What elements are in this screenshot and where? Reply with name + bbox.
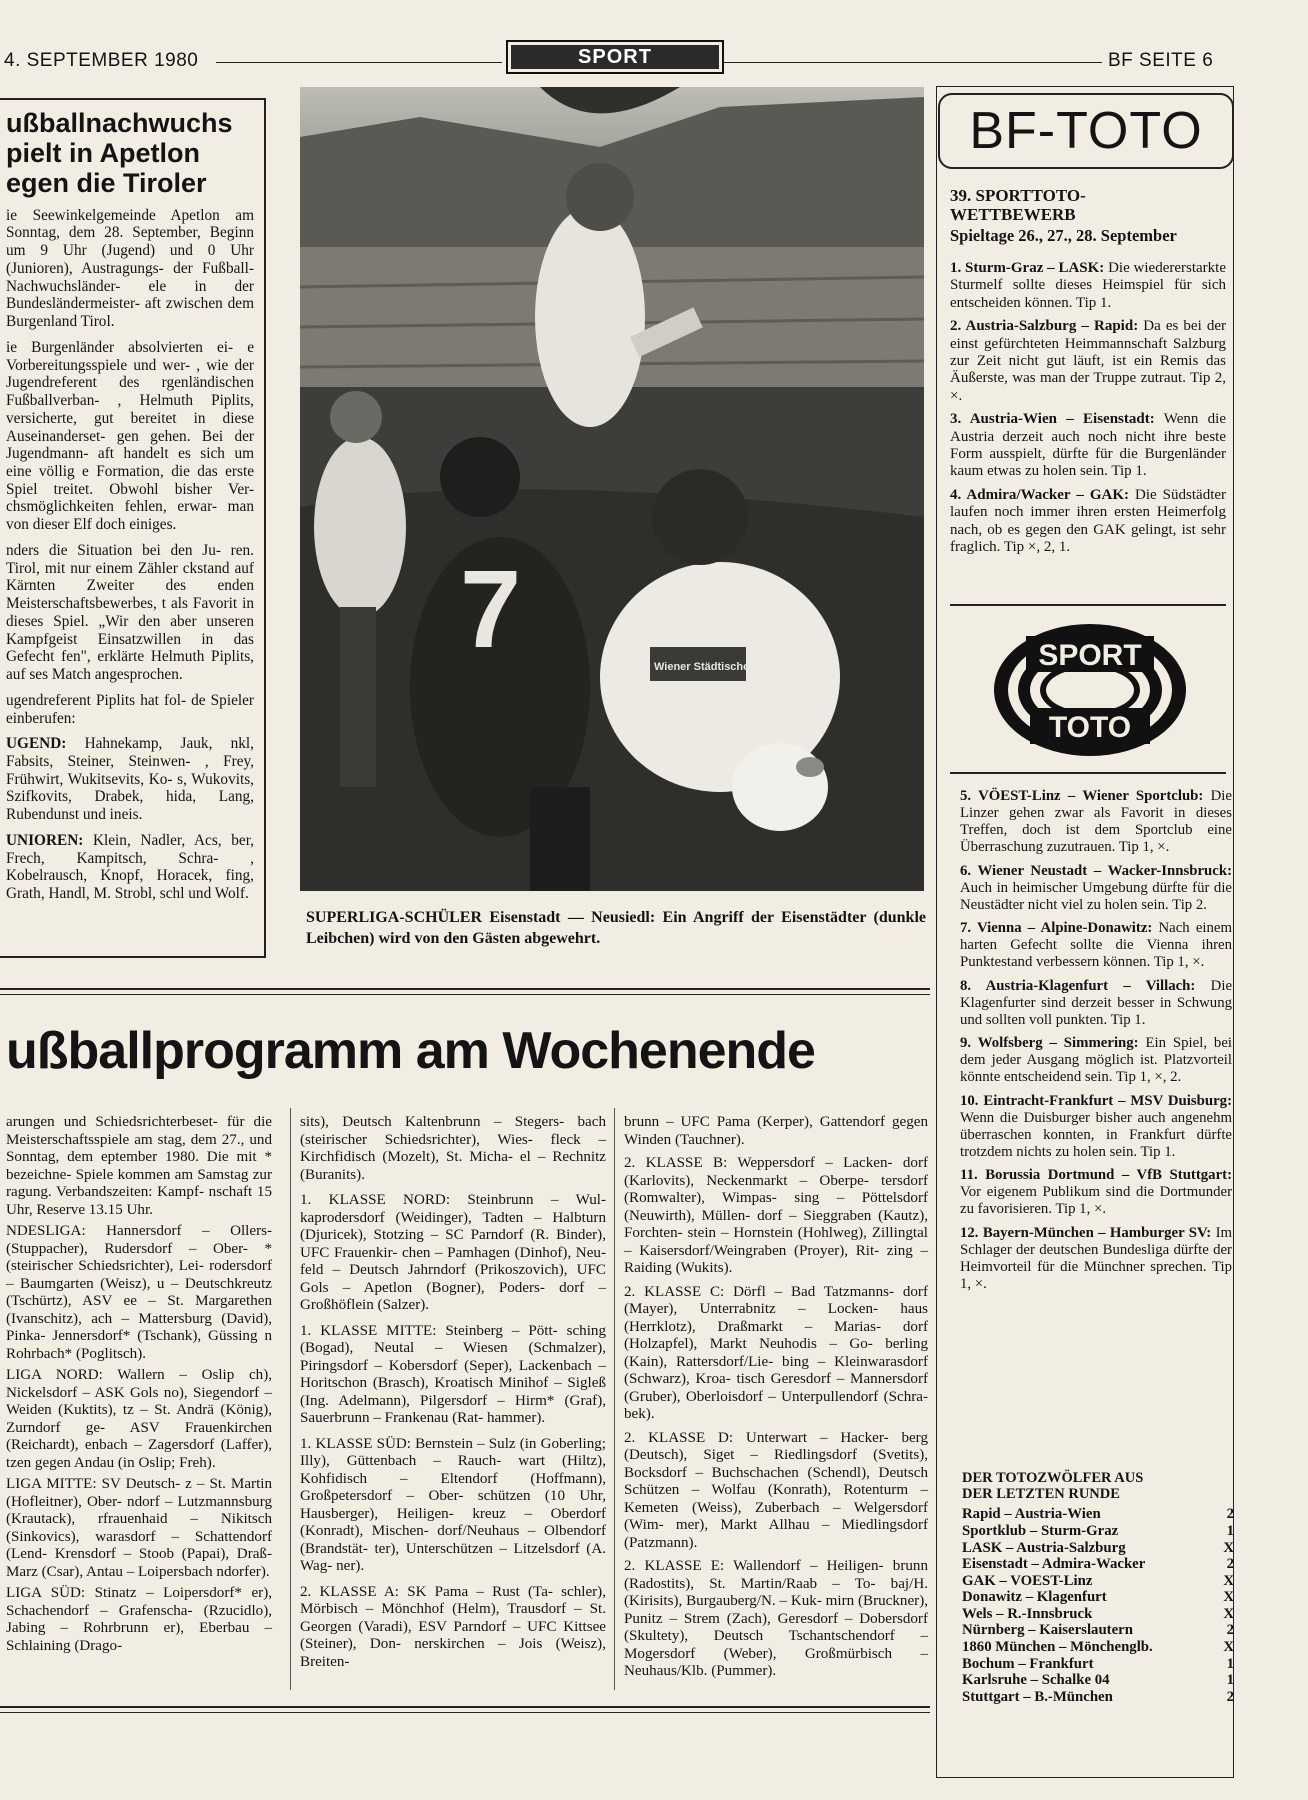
result-match: Sportklub – Sturm-Graz <box>962 1523 1119 1540</box>
toto-tip <box>950 318 1226 405</box>
result-value: 1 <box>1226 1523 1234 1540</box>
toto-tip <box>960 1093 1232 1162</box>
result-value: X <box>1223 1589 1234 1606</box>
paragraph: ugendreferent Piplits hat fol- de Spieler einberufen: <box>6 691 254 727</box>
program-paragraph: LIGA MITTE: SV Deutsch- z – St. Martin (Hofleitner), Ober- ndorf – Lutzmannsburg (Krautack), rfrauenhaid – Nikitsch (Sinkovics), warasdorf – Schattendorf (Lend- Krensdorf – Stoob (Papai), Draß- Marz (Csar), Antau – Loipersbach ndorfer). <box>6 1476 272 1580</box>
jugend-roster <box>6 735 254 824</box>
program-paragraph: arungen und Schiedsrichterbeset- für die Meisterschaftsspiele am stag, dem 27., und Sonntag, dem eptember 1980. Die mit * bezeichne- Spiele kommen am Samstag zur ragung. Verbandszeiten: Kampf- nschaft 15 Uhr, Reserve 13.15 Uhr. <box>6 1114 272 1218</box>
toto-tip-text: Da es bei der einst gefürchteten Heimmannschaft Salzburg zur Zeit nicht gut läuft, ist ein Remis das Äußerste, was man der Truppe zutraut. Tip 2, ×. <box>950 318 1226 404</box>
program-paragraph: LIGA NORD: Wallern – Oslip ch), Nickelsdorf – ASK Gols no), Siegendorf – Weiden (Kuktits), tz – St. Andrä (König), Zurndorf ge- ASV Frauenkirchen (Reichardt), enbach – Zagersdorf (Laffer), tzen gegen Andau (in Oslip; Freh). <box>6 1367 272 1471</box>
logo-toto-text: TOTO <box>1048 711 1132 744</box>
toto-tip-text: Nach einem harten Gefecht sollte die Vienna ihren Punktestand verbessern können. Tip 1, ×. <box>960 920 1233 971</box>
toto-tip-match: 2. Austria-Salzburg – Rapid: <box>950 318 1139 335</box>
sport-toto-logo <box>990 620 1190 760</box>
result-value: 1 <box>1226 1655 1234 1672</box>
toto-title: BF-TOTO <box>938 93 1234 169</box>
match-photo <box>300 87 924 891</box>
toto-tip-match: 7. Vienna – Alpine-Donawitz: <box>960 920 1153 937</box>
logo-sport-text: SPORT <box>1038 639 1142 672</box>
program-col-3 <box>624 1114 928 1681</box>
toto-tip <box>950 260 1226 312</box>
toto-round-title: 39. SPORTTOTO-WETTBEWERB <box>950 186 1086 225</box>
toto-column <box>950 186 1226 562</box>
junioren-label: UNIOREN: <box>6 831 84 849</box>
toto-results <box>962 1470 1234 1705</box>
toto-tip-match: 9. Wolfsberg – Simmering: <box>960 1035 1139 1052</box>
result-match: Karlsruhe – Schalke 04 <box>962 1672 1110 1689</box>
program-headline: ußballprogramm am Wochenende <box>6 1022 815 1080</box>
toto-tip-match: 5. VÖEST-Linz – Wiener Sportclub: <box>960 788 1204 804</box>
paragraph: nders die Situation bei den Ju- ren. Tirol, mit nur einem Zähler ckstand auf Kärnten Zweiter des enden Meisterschaftsbewerbes, t als Favorit in dieses Spiel. „Wir den aber unseren Kampfgeist Einsatzwillen in das Gefecht fen", erklärte Helmuth Piplits, auf ses Match angesprochen. <box>6 541 254 684</box>
result-match: Wels – R.-Innsbruck <box>962 1605 1093 1622</box>
result-match: Stuttgart – B.-München <box>962 1688 1113 1705</box>
result-match: 1860 München – Mönchenglb. <box>962 1638 1153 1655</box>
table-row <box>962 1656 1234 1673</box>
program-paragraph: 2. KLASSE B: Weppersdorf – Lacken- dorf (Karlovits), Neckenmarkt – Oberpe- tersdorf (Romwalter), Wimpas- sing – Pöttelsdorf (Neuwirth), Müllen- dorf – Sieggraben (Kautz), Forchten- stein – Hornstein (Hohlweg), Zillingtal – Kaisersdorf/Weingraben (Proyer), Rit- zing – Raiding (Wukits). <box>624 1155 928 1276</box>
result-match: GAK – VOEST-Linz <box>962 1572 1093 1589</box>
program-paragraph: 2. KLASSE D: Unterwart – Hacker- berg (Deutsch), Siget – Riedlingsdorf (Svetits), Bocksdorf – Buchschachen (Schendl), Deutsch Schützen – Wolfau (Konrath), Rotenturm – Kemeten (Weiss), Zuberbach – Welgersdorf (Wim- mer), Markt Allhau – Miedlingsdorf (Patzmann). <box>624 1429 928 1551</box>
header-date: 4. SEPTEMBER 1980 <box>4 50 199 71</box>
toto-tip-text: Die wiedererstarkte Sturmelf sollte dieses Heimspiel für sich entscheiden können. Tip 1. <box>950 260 1226 311</box>
table-row <box>962 1573 1234 1590</box>
program-paragraph: 2. KLASSE A: SK Pama – Rust (Ta- schler), Mörbisch – Mönchhof (Helm), Trausdorf – St. Georgen (Varadi), ESV Parndorf – UFC Kittsee (Steiner), Don- nerskirchen – Jois (Weisz), Breiten- <box>300 1583 606 1670</box>
program-paragraph: brunn – UFC Pama (Kerper), Gattendorf gegen Winden (Tauchner). <box>624 1114 928 1148</box>
toto-tip-text: Wenn die Austria derzeit auch noch nicht ihre beste Form ausspielt, dürfte für die Burgenländer kaum etwas zu holen sein. Tip 1. <box>950 411 1226 480</box>
table-row <box>962 1672 1234 1689</box>
result-value: 2 <box>1226 1506 1234 1523</box>
program-paragraph: 2. KLASSE E: Wallendorf – Heiligen- brunn (Radostits), St. Martin/Raab – To- baj/H. (Kirisits), Burgauberg/N. – Kuk- mirn (Bruckner), Punitz – Strem (Zach), Geresdorf – Dobersdorf (Skultety), Deutsch Tschantschendorf – Mogersdorf (Weber), Großmürbisch – Neuhaus/Klb. (Pummer). <box>624 1558 928 1679</box>
result-value: 2 <box>1226 1622 1234 1639</box>
headline-line: egen die Tiroler <box>6 168 207 199</box>
section-label <box>506 40 724 74</box>
match-photo-illustration <box>300 87 924 891</box>
result-value: X <box>1223 1572 1234 1589</box>
toto-tip <box>960 920 1232 971</box>
paragraph: ie Seewinkelgemeinde Apetlon am Sonntag, dem 28. September, Beginn um 9 Uhr (Jugend) und 0 Uhr (Junioren), Austragungs- der Fußball-Nachwuchsländer- ele in der Bundesländermeister- aft zwischen dem Burgenland Tirol. <box>6 206 254 331</box>
table-row <box>962 1689 1234 1706</box>
left-article <box>6 108 254 903</box>
result-value: X <box>1223 1605 1234 1622</box>
program-col-2 <box>300 1114 606 1671</box>
program-rule-top2 <box>0 994 930 995</box>
toto-tip <box>960 1167 1232 1218</box>
toto-tip <box>960 863 1232 914</box>
junioren-roster <box>6 832 254 903</box>
toto-tip <box>960 1225 1232 1294</box>
program-paragraph: sits), Deutsch Kaltenbrunn – Stegers- bach (steirischer Schiedsrichter), Wies- fleck – Kirchfidisch (Mozelt), St. Micha- el – Rechnitz (Buranits). <box>300 1114 606 1183</box>
paragraph: ie Burgenländer absolvierten ei- e Vorbereitungsspiele und wer- , wie der Jugendreferent des rgenländischen Fußballverban- , Helmuth Piplits, versicherte, gut bereitet in diese Auseinanderset- gen gehen. Bei der Jugendmann- aft handelt es sich um eine völlig e Formation, die das erste Spiel treitet. Obwohl bisher Ver- chsmöglichkeiten fehlen, erwar- man von dieser Elf doch einiges. <box>6 338 254 534</box>
toto-tip-match: 1. Sturm-Graz – LASK: <box>950 260 1105 277</box>
result-match: Donawitz – Klagenfurt <box>962 1589 1107 1606</box>
toto-dates: Spieltage 26., 27., 28. September <box>950 226 1177 246</box>
toto-tip <box>960 978 1232 1029</box>
results-table <box>962 1506 1234 1705</box>
shirt-sponsor: Wiener Städtische <box>654 661 750 673</box>
toto-tip <box>950 411 1226 481</box>
results-title: DER TOTOZWÖLFER AUS DER LETZTEN RUNDE <box>962 1470 1144 1503</box>
result-match: Eisenstadt – Admira-Wacker <box>962 1556 1146 1573</box>
left-article-body <box>6 207 254 903</box>
toto-tip-match: 11. Borussia Dortmund – VfB Stuttgart: <box>960 1167 1232 1184</box>
program-rule-bottom <box>0 1706 930 1708</box>
toto-tip-text: Die Südstädter laufen noch immer ihren ersten Heimerfolg nach, ob es gegen den GAK gelingt, ist sehr fraglich. Tip ×, 2, 1. <box>950 486 1227 555</box>
toto-tip-match: 4. Admira/Wacker – GAK: <box>950 486 1129 503</box>
toto-tip-text: Vor eigenem Publikum sind die Dortmunder zu favorisieren. Tip 1, ×. <box>960 1184 1232 1218</box>
toto-tip-match: 10. Eintracht-Frankfurt – MSV Duisburg: <box>960 1092 1232 1109</box>
table-row <box>962 1606 1234 1623</box>
toto-tip <box>950 487 1226 557</box>
headline-line: pielt in Apetlon <box>6 138 200 169</box>
table-row <box>962 1540 1234 1557</box>
result-match: LASK – Austria-Salzburg <box>962 1539 1126 1556</box>
result-match: Rapid – Austria-Wien <box>962 1506 1101 1523</box>
result-value: X <box>1223 1638 1234 1655</box>
result-value: 1 <box>1226 1672 1234 1689</box>
result-value: 2 <box>1226 1556 1234 1573</box>
result-match: Bochum – Frankfurt <box>962 1655 1094 1672</box>
program-col-1 <box>6 1114 272 1655</box>
toto-tip-match: 12. Bayern-München – Hamburger SV: <box>960 1224 1212 1241</box>
table-row <box>962 1556 1234 1573</box>
program-rule-top <box>0 988 930 990</box>
left-article-headline <box>6 108 254 199</box>
result-value: 2 <box>1226 1688 1234 1705</box>
program-paragraph: NDESLIGA: Hannersdorf – Ollers- (Stuppacher), Rudersdorf – Ober- * (steirischer Schiedsrichter), Lei- rodersdorf – Baumgarten (Weisz), u – Deutschkreutz (Tschürtz), ASV ee – St. Margarethen (Ivanschitz), ach – Mattersburg (David), Pinka- Jennersdorf* (Tschank), Güssing n Rohrbach* (Poglitsch). <box>6 1223 272 1362</box>
table-row <box>962 1639 1234 1656</box>
toto-tip-text: Im Schlager der deutschen Bundesliga dürfte der Heimvorteil für die Münchner sprechen. Tip 1, ×. <box>960 1224 1232 1293</box>
table-row <box>962 1589 1234 1606</box>
jugend-text: Hahnekamp, Jauk, nkl, Fabsits, Steiner, Steinwen- , Frey, Frühwirt, Wukitsevits, Ko- s, Wukovits, Szifkovits, Drabek, hida, Lang, Rubendunst und ineis. <box>6 735 254 824</box>
toto-tip <box>960 788 1232 857</box>
toto-tip-match: 8. Austria-Klagenfurt – Villach: <box>960 977 1196 994</box>
junioren-text: Klein, Nadler, Acs, ber, Frech, Kampitsch, Schra- , Kobelrausch, Knopf, Horacek, fing, Grath, Handl, M. Strobl, schl und Wolf. <box>6 831 254 903</box>
program-paragraph: LIGA SÜD: Stinatz – Loipersdorf* er), Schachendorf – Grafenscha- (Rzucidlo), Jabing – Rohrbrunn er), Eberbau – Schlaining (Drago- <box>6 1585 272 1654</box>
headline-line: ußballnachwuchs <box>6 108 233 138</box>
table-row <box>962 1622 1234 1639</box>
header-page: BF SEITE 6 <box>1108 50 1214 71</box>
toto-tip-match: 6. Wiener Neustadt – Wacker-Innsbruck: <box>960 862 1232 879</box>
program-paragraph: 1. KLASSE MITTE: Steinberg – Pött- sching (Bogad), Neutal – Wiesen (Schmalzer), Piringsdorf – Kobersdorf (Seper), Lackenbach – Horitschon (Brasch), Kroatisch Minihof – Sigleß (Ing. Adelmann), Pilgersdorf – Hirm* (Graf), Sauerbrunn – Frankenau (Rat- hammer). <box>300 1322 606 1426</box>
toto-tip <box>960 1035 1232 1086</box>
toto-tip-text: Wenn die Duisburger bisher auch angenehm überraschen konnten, in Frankfurt dürfte trotzdem nichts zu holen sein. Tip 1. <box>960 1109 1232 1160</box>
photo-caption: SUPERLIGA-SCHÜLER Eisenstadt — Neusiedl: Ein Angriff der Eisenstädter (dunkle Leibchen) wird von den Gästen abgewehrt. <box>306 909 926 947</box>
program-rule-bottom2 <box>0 1712 930 1713</box>
toto-tip-text: Ein Spiel, bei dem jeder Ausgang möglich ist. Platzvorteil könnte entscheidend sein. Tip 1, ×, 2. <box>960 1035 1233 1086</box>
program-paragraph: 2. KLASSE C: Dörfl – Bad Tatzmanns- dorf (Mayer), Unterrabnitz – Locken- haus (Herrklotz), Draßmarkt – Marias- dorf (Holzapfel), Markt Neuhodis – Go- berling (Kain), Rattersdorf/Lie- bing – Kleinwarasdorf (Schwarz), Kroa- tisch Geresdorf – Mannersdorf (Gruber), Oberloisdorf – Unterpullendorf (Schra- bek). <box>624 1283 928 1422</box>
toto-tip-text: Auch in heimischer Umgebung dürfte für die Neustädter nicht viel zu holen sein. Tip 2. <box>960 879 1232 913</box>
toto-rule <box>950 772 1226 774</box>
section-label-text: SPORT <box>578 45 652 68</box>
table-row <box>962 1523 1234 1540</box>
jugend-label: UGEND: <box>6 735 67 753</box>
program-col-divider <box>290 1108 291 1690</box>
toto-tips-a <box>950 260 1226 556</box>
program-col-divider <box>614 1108 615 1690</box>
toto-tips-b <box>960 788 1232 1299</box>
table-row <box>962 1506 1234 1523</box>
program-paragraph: 1. KLASSE NORD: Steinbrunn – Wul- kaprodersdorf (Weidinger), Tadten – Halbturn (Djuricek), Stotzing – SC Parndorf (R. Binder), UFC Frauenkir- chen – Pamhagen (Dinhof), Neu- feld – Deutsch Jahrndorf (Prikoszovich), UFC Gols – Apetlon (Bogner), Poders- dorf – Großhöflein (Salzer). <box>300 1192 606 1313</box>
jersey-number: 7 <box>460 548 522 671</box>
toto-rule <box>950 604 1226 606</box>
program-paragraph: 1. KLASSE SÜD: Bernstein – Sulz (in Goberling; Illy), Güttenbach – Rauch- wart (Hiltz), Kohfidisch – Eltendorf (Hoffmann), Großpetersdorf – Ober- schützen (10 Uhr, Hausberger), Heiligen- kreuz – Oberdorf (Konradt), Mischen- dorf/Neuhaus – Olbendorf (Brandstät- ter), Unterschützen – Litzelsdorf (A. Wag- ner). <box>300 1435 606 1574</box>
toto-tip-text: Die Linzer gehen zwar als Favorit in dieses Treffen, doch ist dem Sportclub eine Überraschung zuzutrauen. Tip 1, ×. <box>960 788 1232 856</box>
toto-tip-text: Die Klagenfurter sind derzeit besser in Schwung und sollten voll punkten. Tip 1. <box>960 977 1233 1028</box>
header-rule-left <box>216 62 502 63</box>
toto-tip-match: 3. Austria-Wien – Eisenstadt: <box>950 411 1155 428</box>
result-value: X <box>1223 1539 1234 1556</box>
result-match: Nürnberg – Kaiserslautern <box>962 1622 1133 1639</box>
header-rule-right <box>724 62 1102 63</box>
